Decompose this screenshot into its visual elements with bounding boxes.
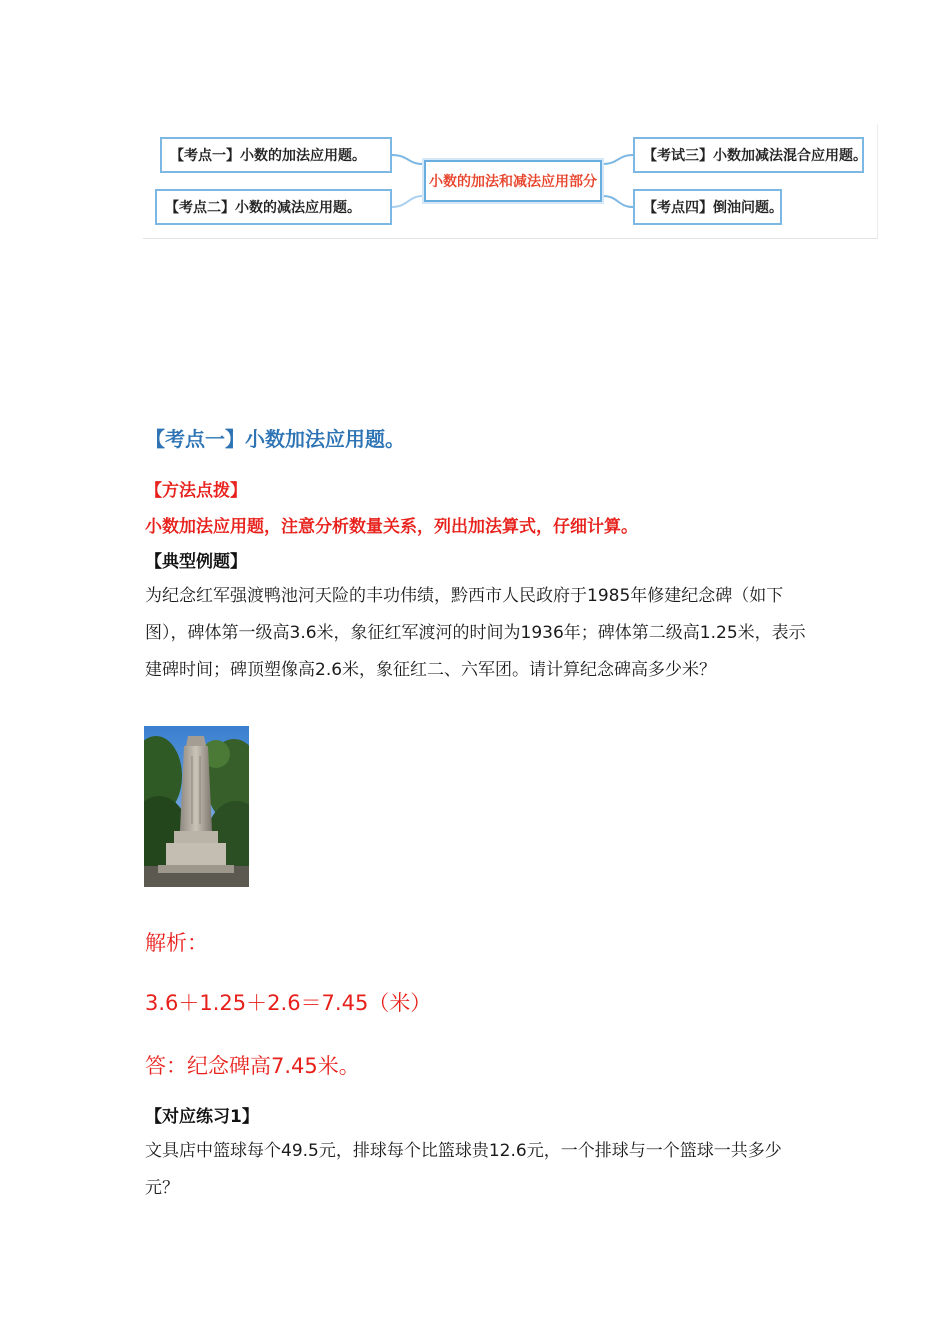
answer-text: 答：纪念碑高7.45米。 — [145, 1054, 360, 1078]
mind-map-node-1-label: 【考点一】小数的加法应用题。 — [170, 148, 366, 164]
mind-map-node-3 — [633, 137, 867, 173]
monument-photo — [144, 726, 249, 887]
mind-map-node-4-label: 【考点四】倒油问题。 — [643, 200, 783, 216]
example-text: 为纪念红军强渡鸭池河天险的丰功伟绩，黔西市人民政府于1985年修建纪念碑（如下图），碑体第一级高3.6米，象征红军渡河的时间为1936年；碑体第二级高1.25米，表示建碑时间；碑顶塑像高2.6米，象征红二、六军团。请计算纪念碑高多少米？ — [145, 586, 806, 680]
mind-map-node-2-label: 【考点二】小数的减法应用题。 — [165, 200, 361, 216]
practice-text: 文具店中篮球每个49.5元，排球每个比篮球贵12.6元，一个排球与一个篮球一共多少元？ — [145, 1141, 782, 1198]
mind-map-node-3-label: 【考试三】小数加减法混合应用题。 — [643, 148, 867, 164]
practice-heading: 【对应练习1】 — [145, 1107, 259, 1127]
method-text: 小数加法应用题，注意分析数量关系，列出加法算式，仔细计算。 — [145, 517, 638, 537]
mind-map-node-4 — [633, 189, 782, 225]
mind-map-center-label: 小数的加法和减法应用部分 — [429, 174, 597, 190]
example-heading: 【典型例题】 — [145, 552, 247, 572]
section-title: 【考点一】小数加法应用题。 — [145, 427, 405, 451]
mind-map-center — [424, 160, 602, 202]
mind-map-node-1 — [160, 137, 392, 173]
mind-map-node-2 — [155, 189, 392, 225]
mind-map — [143, 124, 878, 239]
analysis-label: 解析： — [145, 931, 208, 955]
method-heading: 【方法点拨】 — [145, 481, 247, 501]
analysis-formula: 3.6＋1.25＋2.6＝7.45（米） — [145, 991, 432, 1015]
